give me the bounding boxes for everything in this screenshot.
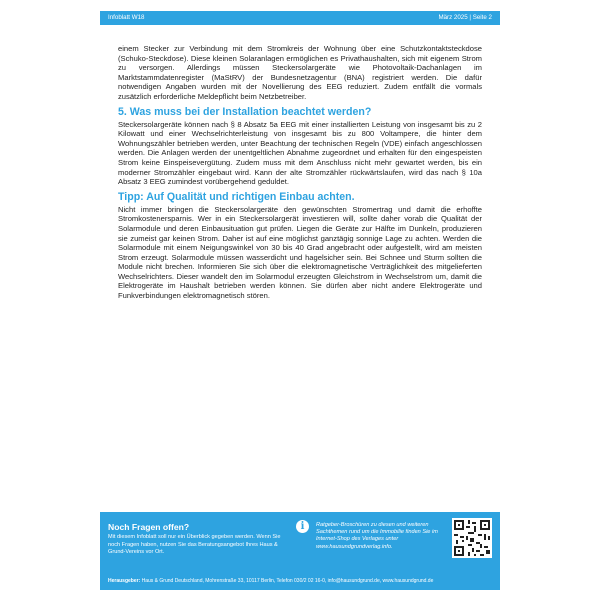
main-content — [118, 44, 482, 303]
qr-code — [452, 518, 492, 558]
paragraph-tip: Nicht immer bringen die Steckersolargeräte den gewünschten Stromertrag und damit die erhoffte Stromkostenersparnis. Wer in ein Steckersolargerät investieren will, sollte daher vorab die Qualität der Solarmodule und deren Einbausituation gut prüfen. Liegen die Geräte zur Hälfte im Dunkeln, produzieren sie zumeist gar keinen Strom. Daher ist auf eine möglichst ganztägig sonnige Lage zu achten. Werden die Solarmodule mit einem Neigungswinkel von 30 bis 40 Grad angebracht oder aufgestellt, wird am meisten Strom erzeugt. Solarmodule müssen wasserdicht und hagelsicher sein. Bei Schnee und Sturm sollten die Module nicht brechen. Informieren Sie sich über die elektromagnetische Verträglichkeit des mitgelieferten Wechselrichters. Dieser wandelt den im Solarmodul erzeugten Gleichstrom in Wechselstrom um, damit die Elektrogeräte im Haushalt betrieben werden können. Sie dürfen aber nicht andere Elektrogeräte und Funkverbindungen elektromagnetisch stören. — [118, 204, 482, 301]
footer-promo-text: Ratgeber-Broschüren zu diesen und weiteren Sachthemen rund um die Immobilie finden Sie im Internet-Shop des Verlages unter www.hausundgrundverlag.info. — [316, 522, 438, 550]
section-heading-installation: 5. Was muss bei der Installation beachtet werden? — [118, 105, 372, 118]
footer-text: Mit diesem Infoblatt soll nur ein Überblick gegeben werden. Wenn Sie noch Fragen haben, nutzen Sie das Beratungsangebot Ihres Haus & Grund-Vereins vor Ort. — [108, 534, 281, 556]
footer-title: Noch Fragen offen? — [108, 522, 190, 532]
tip-heading: Tipp: Auf Qualität und richtigen Einbau achten. — [118, 190, 355, 203]
publisher-label: Herausgeber: — [108, 578, 141, 584]
header-bar — [100, 11, 500, 25]
header-date-page: März 2025 | Seite 2 — [438, 14, 492, 21]
publisher-details: Haus & Grund Deutschland, Mohrenstraße 33, 10117 Berlin, Telefon 030/2 02 16-0, info@hausundgrund.de, www.hausundgrund.de — [141, 578, 434, 584]
footer-publisher — [108, 578, 433, 584]
header-doc-id: Infoblatt W18 — [108, 14, 145, 21]
info-icon: i — [296, 520, 309, 533]
paragraph-intro: einem Stecker zur Verbindung mit dem Stromkreis der Wohnung über eine Schutzkontaktsteckdose (Schuko-Steckdose). Diese kleinen Solaranlagen ermöglichen es Privathaushalten, sich mit eigenem Strom zu versorgen. Allerdings müssen Steckersolargeräte wie Photovoltaik-Dachanlagen im Marktstammdatenregister (MaStRV) der Bundesnetzagentur (BNA) registriert werden. Die dafür notwendigen Angaben wurden mit der Novellierung des EEG reduziert. Zudem entfällt die vormals zusätzlich erforderliche Meldepflicht beim Netzbetreiber. — [118, 44, 482, 101]
paragraph-installation: Steckersolargeräte können nach § 8 Absatz 5a EEG mit einer installierten Leistung von insgesamt bis zu 2 Kilowatt und einer Wechselrichterleistung von insgesamt bis zu 800 Voltampere, die hinter dem Wohnungszähler betrieben werden, unter Beachtung der technischen Regeln (VDE) einfach angeschlossen werden. Die Anlagen werden der unentgeltlichen Abnahme zugeordnet und erhalten für den eingespeisten Strom keine Einspeisevergütung. Zudem muss mit dem Anschluss nicht mehr gewartet werden, bis ein moderner Stromzähler eingebaut wird. Kann der alte Stromzähler rückwärtslaufen, wird das nach § 10a Absatz 3 EEG zumindest vorübergehend geduldet. — [118, 119, 482, 187]
